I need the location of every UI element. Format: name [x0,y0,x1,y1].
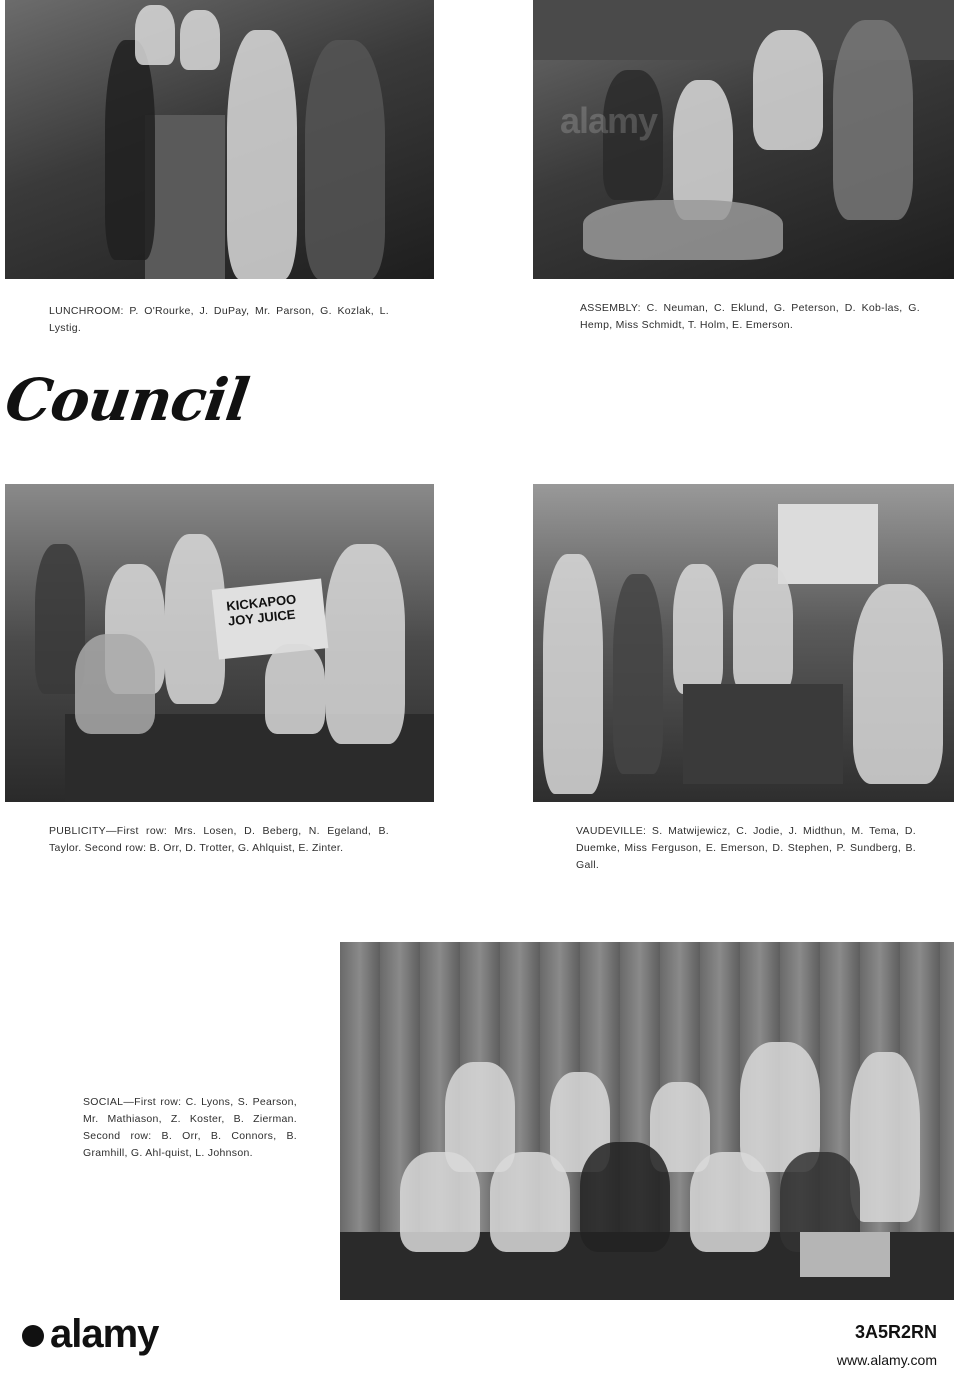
vaudeville-caption: VAUDEVILLE: S. Matwijewicz, C. Jodie, J. Midthun, M. Tema, D. Duemke, Miss Ferguson, E. Emerson, D. Stephen, P. Sundberg, B. Gall. [576,825,916,871]
site-url[interactable]: www.alamy.com [836,1352,937,1368]
social-caption: SOCIAL—First row: C. Lyons, S. Pearson, Mr. Mathiason, Z. Koster, B. Zierman. Second row: B. Orr, B. Connors, B. Gramhill, G. Ahl-quist, L. Johnson. [83,1096,297,1159]
image-id: 3A5R2RN [854,1322,937,1342]
social-photo [340,942,954,1300]
assembly-caption: ASSEMBLY: C. Neuman, C. Eklund, G. Peterson, D. Kob-las, G. Hemp, Miss Schmidt, T. Holm, E. Emerson. [580,302,920,331]
brand-name: alamy [50,1312,159,1356]
brand-logo [22,1312,158,1357]
lunchroom-caption: LUNCHROOM: P. O'Rourke, J. DuPay, Mr. Parson, G. Kozlak, L. Lystig. [49,305,389,334]
publicity-photo [5,484,434,802]
kickapoo-sign: KICKAPOO JOY JUICE [225,591,297,629]
publicity-caption: PUBLICITY—First row: Mrs. Losen, D. Beberg, N. Egeland, B. Taylor. Second row: B. Orr, D. Trotter, G. Ahlquist, E. Zinter. [49,825,389,854]
page-title: Council [1,366,253,434]
vaudeville-photo [533,484,954,802]
alamy-icon [22,1325,44,1347]
watermark-text: alamy [560,100,658,141]
lunchroom-photo [5,0,434,279]
